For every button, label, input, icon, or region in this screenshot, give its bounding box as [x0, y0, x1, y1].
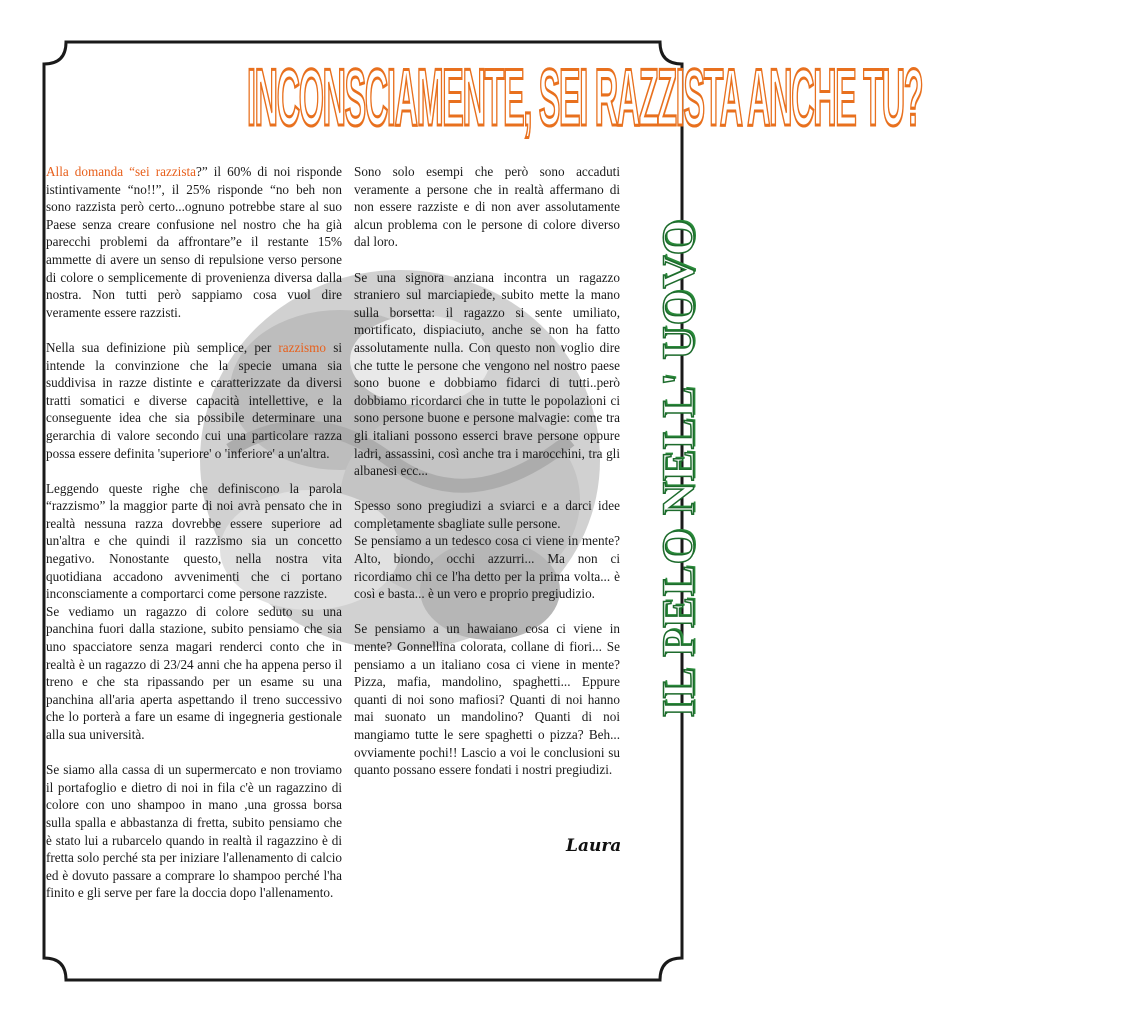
right-column — [354, 163, 620, 796]
author-signature: Laura — [566, 836, 622, 856]
right-paragraph-1: Sono solo esempi che però sono accaduti veramente a persone che in realtà affermano di non essere razziste e di non aver assolutamente alcun problema con le persone di colore diverso dal loro. — [354, 164, 620, 250]
left-paragraph-2: Nella sua definizione più semplice, per razzismo si intende la convinzione che la specie umana sia suddivisa in razze distinte e caratterizzate da diversi tratti somatici e diverse capacità intellettive, e la conseguente idea che sia possibile determinare una gerarchia di valore secondo cui una particolare razza possa essere definita 'superiore' o 'inferiore' a un'altra. — [46, 339, 342, 461]
left-paragraph-1: Alla domanda “sei razzista?” il 60% di noi risponde istintivamente “no!!”, il 25% risponde “no beh non sono razzista però certo...ognuno potrebbe stare al suo Paese senza creare confusione nel nostro che ha già parecchi problemi da affrontare”e il restante 15% ammette di avere un senso di repulsione verso persone di colore o semplicemente di provenienza diversa dalla nostra. Non tutti però sappiamo cosa vuol dire veramente essere razzisti. — [46, 164, 342, 320]
right-paragraph-5: Se pensiamo a un hawaiano cosa ci viene in mente? Gonnellina colorata, collane di fiori... Se pensiamo a un italiano cosa ci viene in mente? Pizza, mafia, mandolino, spaghetti... Eppure quanti di noi sono mafiosi? Quanti di noi hanno mai suonato un mandolino? Quanti di noi mangiamo tutte le sere spaghetti o pizza? Beh... ovviamente pochi!! Lascio a voi le conclusioni su quanto possano essere fondati i nostri pregiudizi. — [354, 621, 620, 778]
left-paragraph-4: Se vediamo un ragazzo di colore seduto su una panchina fuori dalla stazione, subito pensiamo che sia uno spacciatore senza magari renderci conto che in realtà è un ragazzo di 23/24 anni che ha appena perso il treno e che sta ripassando per un esame su una panchina all'aria aperta aspettando il treno successivo che lo porterà a fare un esame di ingegneria gestionale alla sua università. — [46, 603, 342, 742]
left-paragraph-5: Se siamo alla cassa di un supermercato e non troviamo il portafoglio e dietro di noi in fila c'è un ragazzino di colore con uno shampoo in mano ,una grossa borsa sulla spalla e abbastanza di fretta, subito pensiamo che è stato lui a rubarcelo quando in realtà il ragazzino è di fretta solo perché sta per iniziare l'allenamento di calcio ed è dovuto passare a comprare lo shampoo perché l'ha finito e gli serve per fare la doccia dopo l'allenamento. — [46, 762, 342, 901]
page-title: INCONSCIAMENTE, SEI RAZZISTA ANCHE TU? — [246, 53, 923, 144]
right-paragraph-4: Se pensiamo a un tedesco cosa ci viene in mente? Alto, biondo, occhi azzurri... Ma non ci ricordiamo chi ce l'ha detto per la prima volta... è così e basta... è un vero e proprio pregiudizio. — [354, 533, 620, 602]
right-paragraph-2: Se una signora anziana incontra un ragazzo straniero sul marciapiede, subito mette la mano sulla borsetta: il ragazzo si sente umiliato, mortificato, dispiaciuto, anche se non ha fatto assolutamente nulla. Con questo non voglio dire che tutte le persone che vengono nel nostro paese sono buone e dobbiamo fidarci di tutti..però dobbiamo ricordarci che in tutte le popolazioni ci sono persone buone e persone malvagie: come tra gli italiani possono esserci brave persone oppure ladri, assassini, così anche tra i marocchini, tra gli albanesi ecc... — [354, 269, 620, 479]
side-title: IL PELO NELL' UOVO — [652, 218, 704, 718]
right-paragraph-3: Spesso sono pregiudizi a sviarci e a darci idee completamente sbagliate sulle persone. — [354, 498, 620, 531]
left-column — [46, 163, 342, 920]
left-paragraph-3: Leggendo queste righe che definiscono la parola “razzismo” la maggior parte di noi avrà pensato che in realtà nessuna razza dovrebbe essere superiore ad un'altra e che quindi il razzismo sia un concetto negativo. Nonostante questo, nella nostra vita quotidiana accadono avvenimenti che ci portano inconsciamente a comportarci come persone razziste. — [46, 480, 342, 602]
